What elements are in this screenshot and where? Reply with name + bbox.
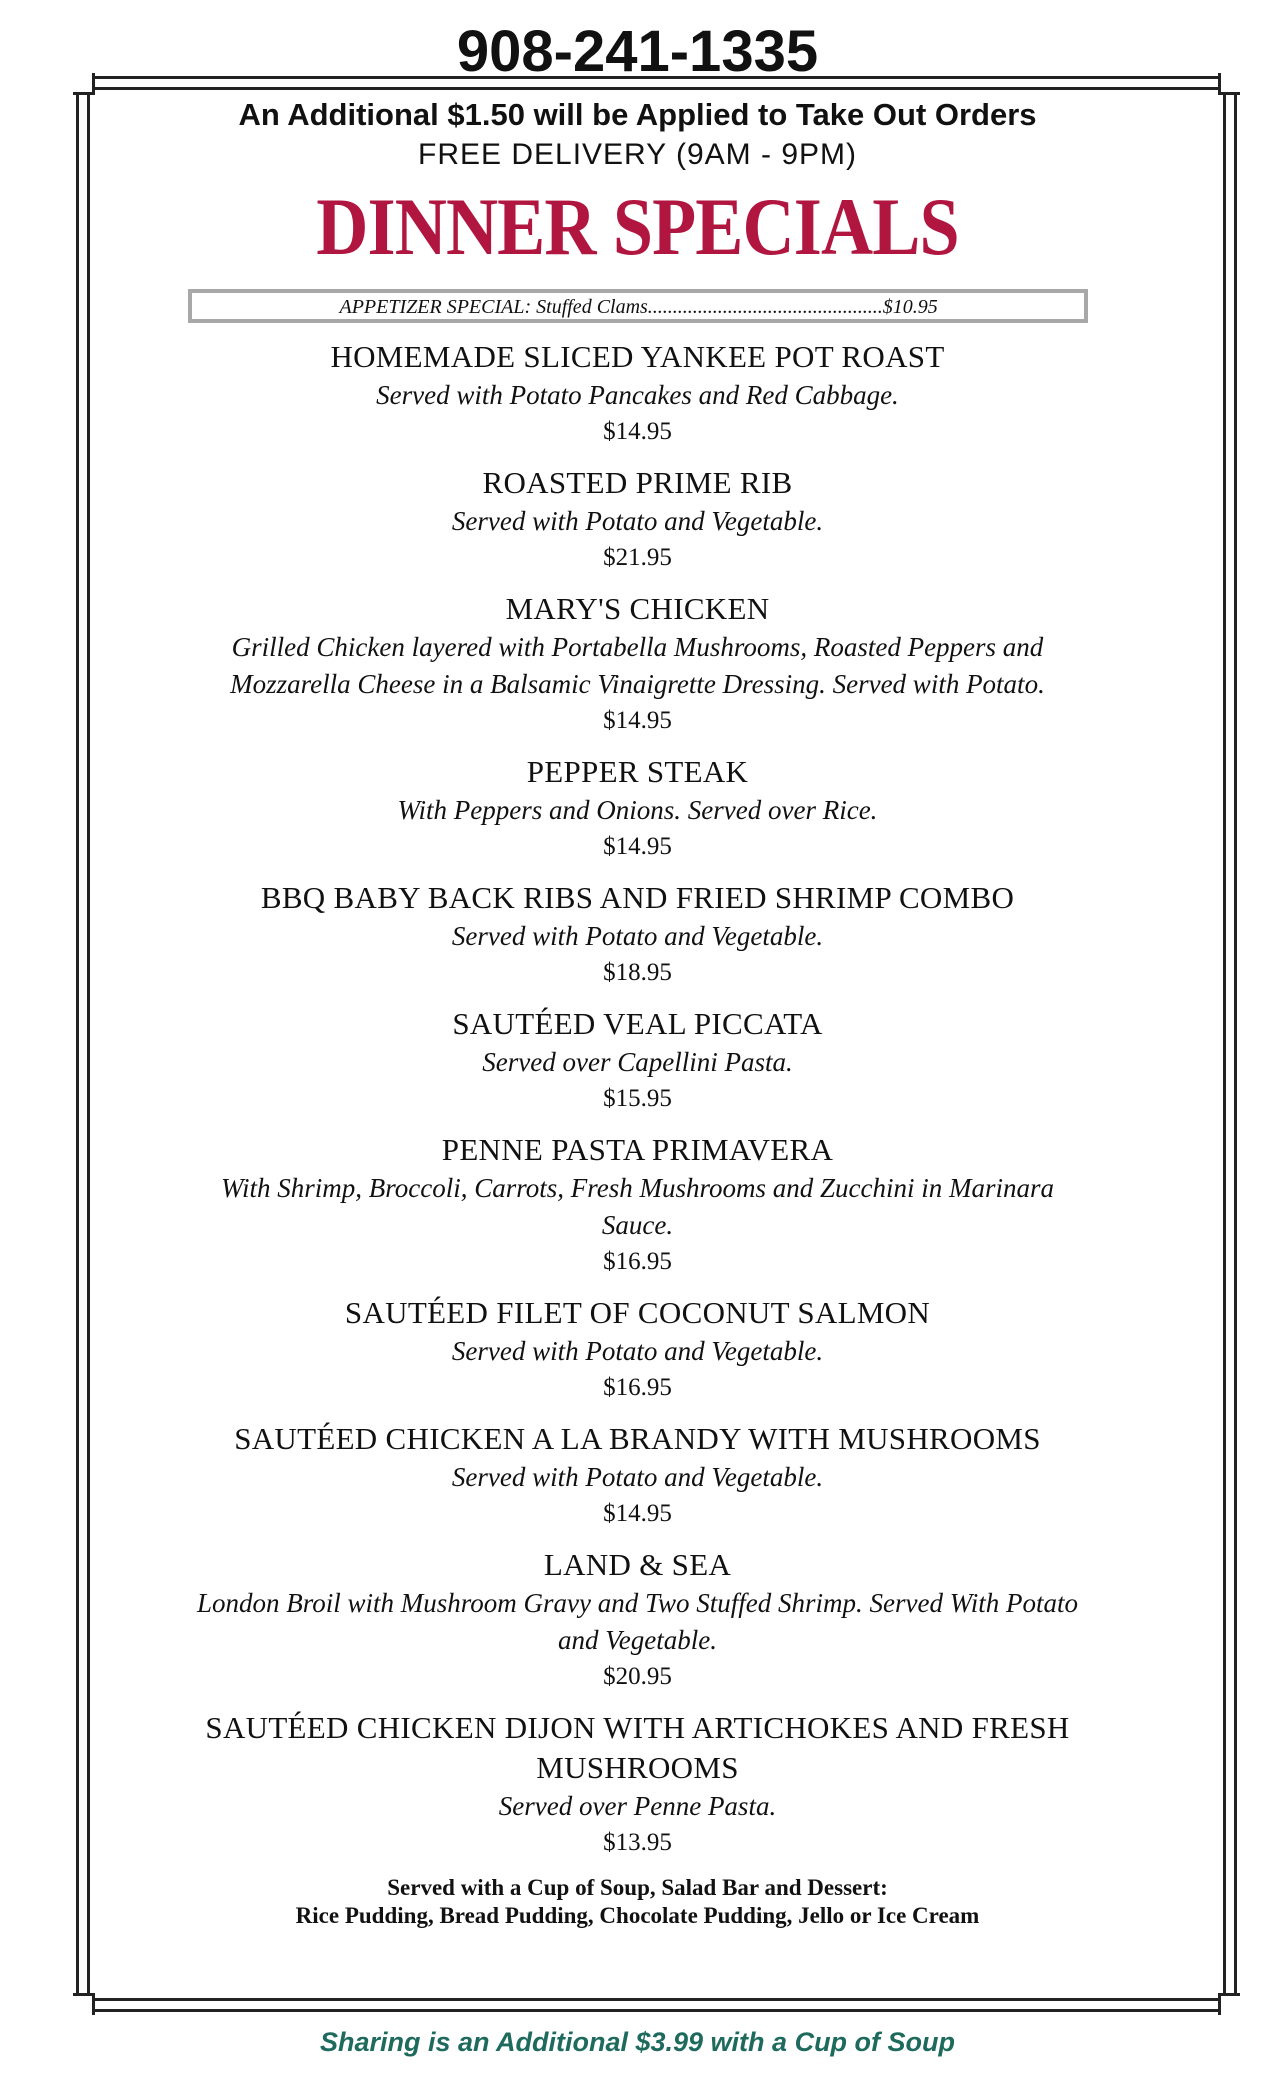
item-name: ROASTED PRIME RIB: [482, 465, 793, 500]
item-name: HOMEMADE SLICED YANKEE POT ROAST: [330, 339, 945, 374]
menu-content: [180, 95, 1095, 1930]
includes-note: Served with a Cup of Soup, Salad Bar and Dessert:: [387, 1875, 888, 1900]
menu-item: [180, 589, 1095, 738]
item-description: Served with Potato and Vegetable.: [451, 1462, 824, 1492]
item-price: $21.95: [603, 544, 672, 571]
item-price: $14.95: [603, 833, 672, 860]
item-price: $16.95: [603, 1374, 672, 1401]
corner-notch: [73, 1993, 95, 2015]
item-price: $20.95: [603, 1663, 672, 1690]
item-name: LAND & SEA: [543, 1547, 732, 1582]
menu-item: [180, 1419, 1095, 1531]
appetizer-special: [188, 289, 1088, 323]
menu-item: [180, 878, 1095, 990]
item-description: With Shrimp, Broccoli, Carrots, Fresh Mushrooms and Zucchini in Marinara Sauce.: [220, 1173, 1054, 1240]
item-price: $14.95: [603, 418, 672, 445]
item-name: BBQ BABY BACK RIBS AND FRIED SHRIMP COMBO: [260, 880, 1015, 915]
corner-notch: [73, 73, 95, 95]
menu-item: [180, 1293, 1095, 1405]
dessert-options: Rice Pudding, Bread Pudding, Chocolate Pudding, Jello or Ice Cream: [295, 1903, 980, 1928]
corner-notch: [1218, 1993, 1240, 2015]
item-description: Served with Potato and Vegetable.: [451, 1336, 824, 1366]
menu-item: [180, 1708, 1095, 1860]
menu-item: [180, 463, 1095, 575]
item-description: Served with Potato and Vegetable.: [451, 921, 824, 951]
sharing-note: Sharing is an Additional $3.99 with a Cup of Soup: [319, 2027, 956, 2057]
item-description: Served with Potato Pancakes and Red Cabbage.: [376, 380, 899, 410]
item-name: MARY'S CHICKEN: [505, 591, 770, 626]
menu-item: [180, 1545, 1095, 1694]
item-price: $14.95: [603, 707, 672, 734]
phone-number: 908-241-1335: [456, 19, 819, 84]
item-description: Served over Capellini Pasta.: [482, 1047, 793, 1077]
item-price: $15.95: [603, 1085, 672, 1112]
takeout-note: An Additional $1.50 will be Applied to Take Out Orders: [238, 97, 1037, 132]
item-price: $13.95: [603, 1829, 672, 1856]
item-price: $18.95: [603, 959, 672, 986]
item-price: $14.95: [603, 1500, 672, 1527]
menu-item: [180, 337, 1095, 449]
delivery-note: FREE DELIVERY (9AM - 9PM): [418, 138, 857, 171]
menu-items: [180, 337, 1095, 1860]
item-price: $16.95: [603, 1248, 672, 1275]
item-name: SAUTÉED FILET OF COCONUT SALMON: [344, 1295, 931, 1330]
menu-item: [180, 1130, 1095, 1279]
item-description: Served over Penne Pasta.: [498, 1791, 777, 1821]
menu-item: [180, 1004, 1095, 1116]
item-name: PEPPER STEAK: [526, 754, 749, 789]
item-description: With Peppers and Onions. Served over Rice.: [397, 795, 878, 825]
corner-notch: [1218, 73, 1240, 95]
item-description: Served with Potato and Vegetable.: [451, 506, 824, 536]
item-description: Grilled Chicken layered with Portabella Mushrooms, Roasted Peppers and Mozzarella Cheese in a Balsamic Vinaigrette Dressing. Served with Potato.: [230, 632, 1045, 699]
item-name: SAUTÉED VEAL PICCATA: [452, 1006, 823, 1041]
menu-item: [180, 752, 1095, 864]
appetizer-text: APPETIZER SPECIAL: Stuffed Clams...............................................$10.95: [339, 296, 938, 318]
item-name: SAUTÉED CHICKEN DIJON WITH ARTICHOKES AND FRESH MUSHROOMS: [205, 1710, 1070, 1785]
item-description: London Broil with Mushroom Gravy and Two Stuffed Shrimp. Served With Potato and Vegetable.: [197, 1588, 1078, 1655]
menu-title: DINNER SPECIALS: [316, 181, 959, 272]
item-name: SAUTÉED CHICKEN A LA BRANDY WITH MUSHROOMS: [234, 1421, 1041, 1456]
item-name: PENNE PASTA PRIMAVERA: [441, 1132, 834, 1167]
